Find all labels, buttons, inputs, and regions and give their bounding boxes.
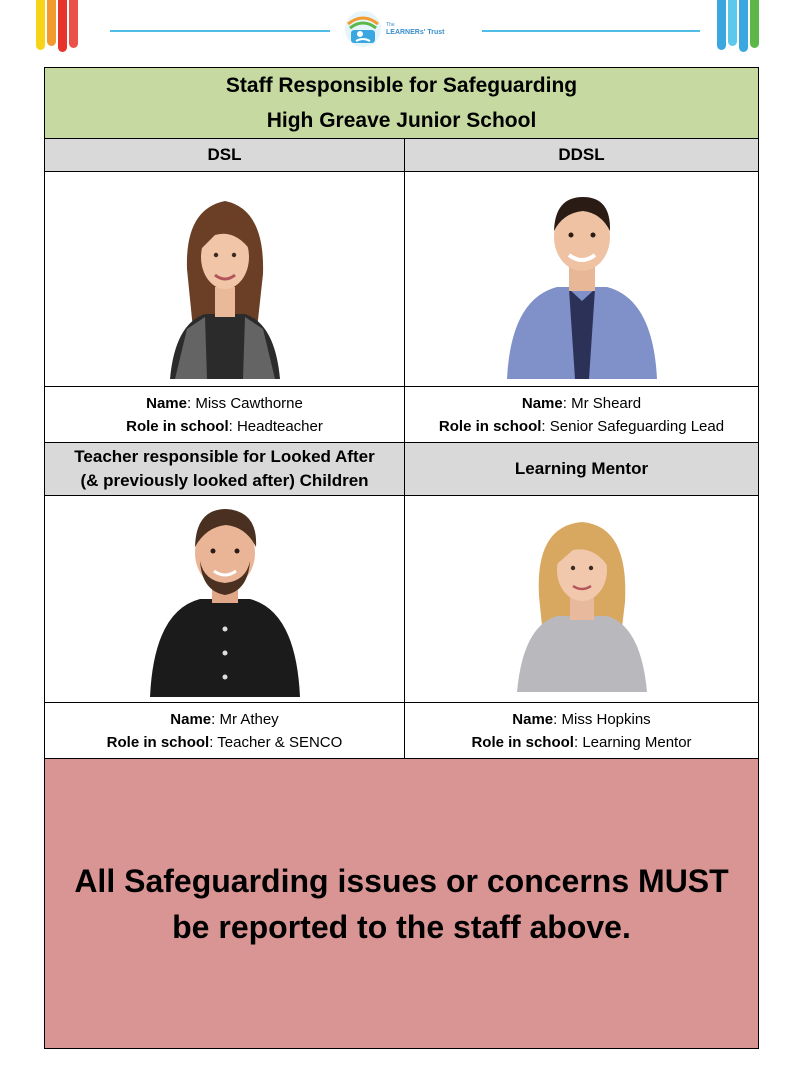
staff-info-learning-mentor: Name: Miss Hopkins Role in school: Learning Mentor (405, 703, 759, 759)
staff-info-looked-after: Name: Mr Athey Role in school: Teacher & SENCO (45, 703, 405, 759)
photo-cell-looked-after (45, 496, 405, 703)
portrait-man-black-shirt (150, 501, 300, 697)
staff-role: Headteacher (236, 417, 323, 435)
portrait-man-blue-shirt (497, 179, 667, 379)
staff-name: Mr Athey (219, 710, 279, 728)
staff-role: Learning Mentor (582, 733, 692, 751)
trust-logo (344, 10, 444, 48)
title-line-2: High Greave Junior School (266, 109, 537, 132)
staff-role: Senior Safeguarding Lead (549, 417, 725, 435)
trust-logo-text: The LEARNERs' Trust (386, 22, 445, 36)
decorative-stripes-right (717, 0, 759, 52)
staff-name: Mr Sheard (571, 394, 642, 412)
title-line-1: Staff Responsible for Safeguarding (225, 74, 578, 97)
photo-cell-dsl (45, 172, 405, 387)
staff-info-ddsl: Name: Mr Sheard Role in school: Senior Safeguarding Lead (405, 387, 759, 443)
safeguarding-notice (45, 759, 759, 1049)
header-line-left (110, 30, 330, 32)
decorative-stripes-left (36, 0, 78, 52)
safeguarding-staff-table (44, 67, 759, 1049)
photo-cell-ddsl (405, 172, 759, 387)
role-heading-ddsl: DDSL (405, 139, 759, 172)
notice-line-2: be reported to the staff above. (172, 908, 631, 945)
staff-role: Teacher & SENCO (217, 733, 343, 751)
header-line-right (482, 30, 700, 32)
staff-name: Miss Hopkins (561, 710, 651, 728)
portrait-woman-blonde-hair (517, 506, 647, 692)
notice-line-1: All Safeguarding issues or concerns MUST (74, 862, 729, 899)
page-title (45, 68, 759, 139)
photo-cell-learning-mentor (405, 496, 759, 703)
staff-info-dsl: Name: Miss Cawthorne Role in school: Headteacher (45, 387, 405, 443)
role-heading-dsl: DSL (45, 139, 405, 172)
staff-name: Miss Cawthorne (195, 394, 303, 412)
trust-logo-icon (344, 10, 382, 48)
role-heading-looked-after: Teacher responsible for Looked After (& previously looked after) Children (45, 443, 405, 496)
portrait-woman-brown-hair (165, 179, 285, 379)
role-heading-learning-mentor: Learning Mentor (405, 443, 759, 496)
